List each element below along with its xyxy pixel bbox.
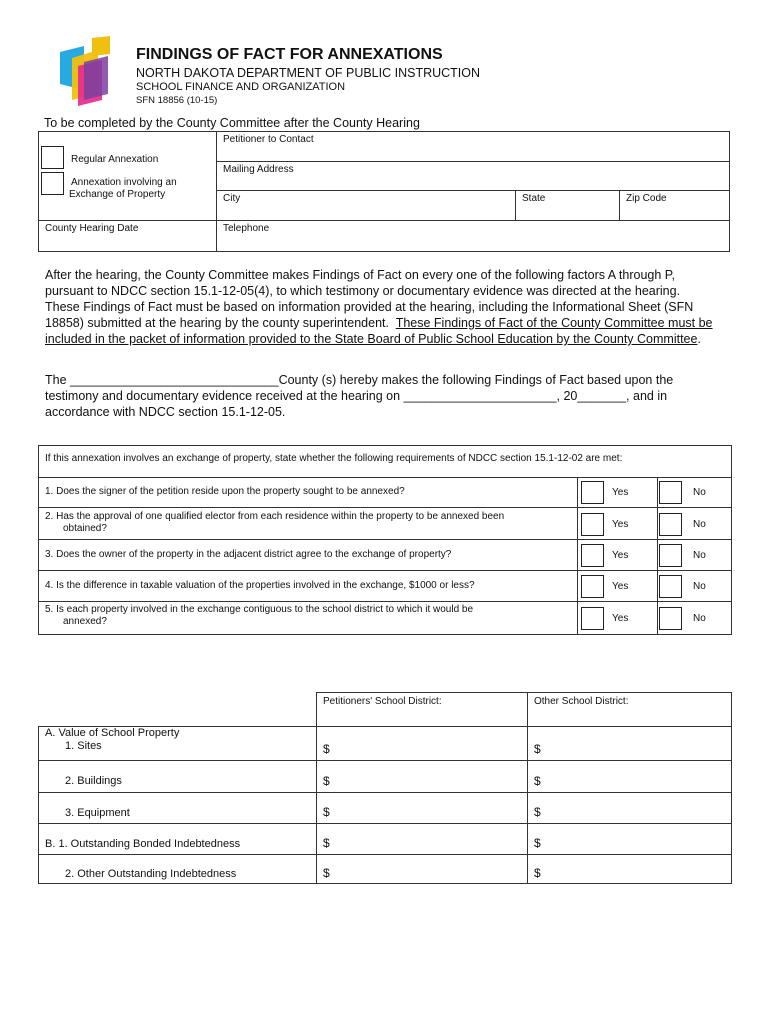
- row-sublabel: 1. Sites: [65, 740, 102, 752]
- yes-label: Yes: [612, 613, 629, 624]
- ndpi-logo: [58, 36, 118, 106]
- statement-line: accordance with NDCC section 15.1-12-05.: [45, 405, 286, 419]
- petitioners-amount[interactable]: $: [323, 836, 330, 850]
- no-checkbox[interactable]: [659, 607, 682, 630]
- yes-label: Yes: [612, 550, 629, 561]
- row-sublabel: 2. Other Outstanding Indebtedness: [65, 868, 237, 880]
- statement-text: , and in: [626, 389, 668, 403]
- values-body: [38, 726, 732, 884]
- question-text: 3. Does the owner of the property in the adjacent district agree to the exchange of property?: [45, 549, 452, 560]
- question-text: 4. Is the difference in taxable valuation of the properties involved in the exchange, $1000 or less?: [45, 580, 475, 591]
- petitioners-district-header: [316, 692, 528, 727]
- county-hearing-date-cell[interactable]: [39, 221, 217, 251]
- question-row: [39, 602, 731, 634]
- exchange-intro: If this annexation involves an exchange of property, state whether the following requirements of NDCC section 15.1-12-02 are met:: [45, 453, 623, 464]
- yes-label: Yes: [612, 581, 629, 592]
- exchange-requirements-table: [38, 445, 732, 635]
- no-label: No: [693, 487, 706, 498]
- telephone-label: Telephone: [223, 223, 270, 234]
- other-amount[interactable]: $: [534, 836, 541, 850]
- yes-label: Yes: [612, 487, 629, 498]
- zip-cell[interactable]: [620, 191, 729, 221]
- regular-annexation-checkbox[interactable]: [41, 146, 64, 169]
- value-row: [39, 793, 731, 824]
- value-row: [39, 855, 731, 883]
- petitioner-contact-label: Petitioner to Contact: [223, 134, 314, 145]
- other-amount[interactable]: $: [534, 774, 541, 788]
- question-text-cont: obtained?: [63, 523, 107, 534]
- question-row: [39, 477, 731, 508]
- no-label: No: [693, 550, 706, 561]
- row-sublabel: 2. Buildings: [65, 775, 122, 787]
- telephone-cell[interactable]: [217, 221, 729, 251]
- county-hearing-date-label: County Hearing Date: [45, 223, 139, 234]
- value-row: [39, 824, 731, 855]
- department-name: NORTH DAKOTA DEPARTMENT OF PUBLIC INSTRUCTION: [136, 66, 481, 80]
- instruction-text: To be completed by the County Committee after the County Hearing: [44, 116, 420, 130]
- other-amount[interactable]: $: [534, 866, 541, 880]
- city-label: City: [223, 193, 241, 204]
- hearing-date-blank[interactable]: ______________________: [403, 389, 557, 403]
- zip-label: Zip Code: [626, 193, 667, 204]
- yes-checkbox[interactable]: [581, 481, 604, 504]
- form-number: SFN 18856 (10-15): [136, 95, 218, 106]
- question-text: 1. Does the signer of the petition reside upon the property sought to be annexed?: [45, 486, 405, 497]
- statement-text: , 20: [556, 389, 578, 403]
- exchange-annexation-label-1: Annexation involving an: [71, 177, 177, 188]
- value-row: [39, 761, 731, 793]
- no-checkbox[interactable]: [659, 575, 682, 598]
- value-row: [39, 727, 731, 761]
- no-label: No: [693, 581, 706, 592]
- paragraph-period: .: [697, 332, 701, 346]
- exchange-annexation-label-2: Exchange of Property: [69, 189, 166, 200]
- petitioners-amount[interactable]: $: [323, 866, 330, 880]
- other-amount[interactable]: $: [534, 742, 541, 756]
- yes-checkbox[interactable]: [581, 607, 604, 630]
- paragraph-line: pursuant to NDCC section 15.1-12-05(4), to which testimony or documentary evidence was directed at the hearing.: [45, 284, 681, 298]
- regular-annexation-label: Regular Annexation: [71, 154, 159, 165]
- mailing-address-label: Mailing Address: [223, 164, 294, 175]
- exchange-annexation-checkbox[interactable]: [41, 172, 64, 195]
- question-text-cont: annexed?: [63, 616, 107, 627]
- petitioners-amount[interactable]: $: [323, 805, 330, 819]
- no-checkbox[interactable]: [659, 544, 682, 567]
- annexation-type-cell: [39, 132, 217, 221]
- mailing-address-cell[interactable]: [217, 162, 729, 191]
- statement-text: County (s) hereby makes the following Findings of Fact based upon the: [278, 373, 674, 387]
- statement-text: testimony and documentary evidence received at the hearing on: [45, 389, 404, 403]
- row-label: A. Value of School Property: [45, 727, 180, 739]
- no-checkbox[interactable]: [659, 513, 682, 536]
- petitioners-amount[interactable]: $: [323, 774, 330, 788]
- underlined-requirement: These Findings of Fact of the County Committee must be: [395, 316, 713, 330]
- city-cell[interactable]: [217, 191, 516, 221]
- other-district-label: Other School District:: [534, 696, 629, 707]
- underlined-requirement-cont: included in the packet of information provided to the State Board of Public School Education by the County Committee: [45, 332, 698, 346]
- statement-text: The: [45, 373, 71, 387]
- question-text: 5. Is each property involved in the exchange contiguous to the school district to which it would be: [45, 604, 474, 615]
- division-name: SCHOOL FINANCE AND ORGANIZATION: [136, 81, 346, 93]
- yes-checkbox[interactable]: [581, 575, 604, 598]
- paragraph-text: 18858) submitted at the hearing by the county superintendent.: [45, 316, 396, 330]
- county-statement: [45, 372, 735, 420]
- state-label: State: [522, 193, 546, 204]
- paragraph-line: [45, 331, 735, 347]
- petitioner-contact-cell[interactable]: [217, 132, 729, 162]
- question-row: [39, 508, 731, 540]
- no-label: No: [693, 613, 706, 624]
- other-amount[interactable]: $: [534, 805, 541, 819]
- paragraph-line: These Findings of Fact must be based on information provided at the hearing, including the Informational Sheet (SFN: [45, 300, 694, 314]
- statement-line: [45, 372, 735, 388]
- question-text: 2. Has the approval of one qualified elector from each residence within the property to be annexed been: [45, 511, 505, 522]
- state-cell[interactable]: [516, 191, 620, 221]
- row-label: B. 1. Outstanding Bonded Indebtedness: [45, 838, 241, 850]
- yes-checkbox[interactable]: [581, 513, 604, 536]
- findings-paragraph: [45, 267, 735, 347]
- question-row: [39, 540, 731, 571]
- top-info-box: [38, 131, 730, 252]
- hearing-year-blank[interactable]: _______: [577, 389, 627, 403]
- petitioners-amount[interactable]: $: [323, 742, 330, 756]
- school-property-values-table: [38, 692, 732, 884]
- row-sublabel: 3. Equipment: [65, 807, 130, 819]
- form-title: FINDINGS OF FACT FOR ANNEXATIONS: [136, 46, 443, 63]
- paragraph-line: After the hearing, the County Committee makes Findings of Fact on every one of the following factors A through P,: [45, 268, 675, 282]
- yes-checkbox[interactable]: [581, 544, 604, 567]
- yes-label: Yes: [612, 519, 629, 530]
- no-label: No: [693, 519, 706, 530]
- other-district-header: [527, 692, 732, 727]
- paragraph-line: [45, 315, 735, 331]
- no-checkbox[interactable]: [659, 481, 682, 504]
- petitioners-district-label: Petitioners' School District:: [323, 696, 442, 707]
- statement-line: [45, 388, 735, 404]
- question-row: [39, 571, 731, 602]
- county-name-blank[interactable]: ______________________________: [70, 373, 279, 387]
